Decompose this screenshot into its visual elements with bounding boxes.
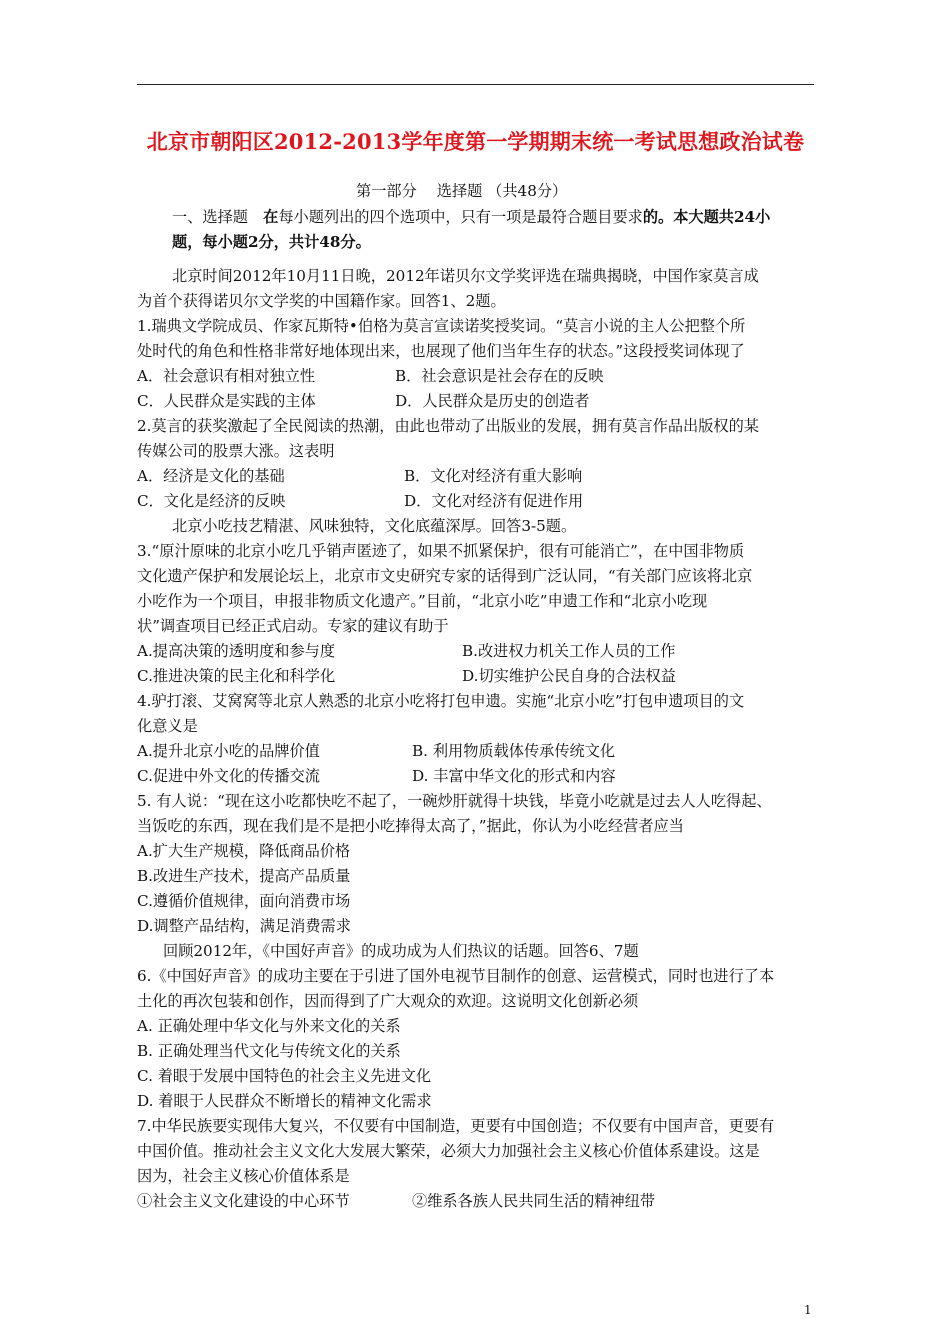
- question-2-option-c: C．文化是经济的反映: [137, 492, 286, 510]
- question-5-line: 5. 有人说：“现在这小吃都快吃不起了，一碗炒肝就得十块钱，毕竟小吃就是过去人人吃得起、: [137, 792, 772, 810]
- question-6-line: 6.《中国好声音》的成功主要在于引进了国外电视节目制作的创意、运营模式，同时也进行了本: [137, 967, 775, 985]
- instructions-lead: 一、选择题: [172, 208, 264, 226]
- question-3-option-b: B.改进权力机关工作人员的工作: [462, 642, 676, 660]
- question-3-line: 3.“原汁原味的北京小吃几乎销声匿迹了，如果不抓紧保护，很有可能消亡”，在中国非物质: [137, 542, 745, 560]
- question-7-line: 因为，社会主义核心价值体系是: [137, 1167, 350, 1185]
- question-6-option-d: D. 着眼于人民群众不断增长的精神文化需求: [137, 1092, 432, 1110]
- paragraph-line: 北京小吃技艺精湛、风味独特，文化底蕴深厚。回答3-5题。: [172, 517, 577, 535]
- part-header: 第一部分 选择题 （共48分）: [356, 182, 568, 200]
- question-3-line: 状”调查项目已经正式启动。专家的建议有助于: [137, 617, 449, 635]
- question-4-option-b: B. 利用物质载体传承传统文化: [412, 742, 616, 760]
- question-5-line: 当饭吃的东西，现在我们是不是把小吃捧得太高了，”据此，你认为小吃经营者应当: [137, 817, 684, 835]
- question-5-option-b: B.改进生产技术，提高产品质量: [137, 867, 351, 885]
- question-2-line: 传媒公司的股票大涨。这表明: [137, 442, 335, 460]
- header-rule: [137, 84, 814, 85]
- question-3-line: 文化遗产保护和发展论坛上，北京市文史研究专家的话得到广泛认同，“有关部门应该将北京: [137, 567, 753, 585]
- question-4-option-a: A.提升北京小吃的品牌价值: [137, 742, 320, 760]
- paragraph-line: 为首个获得诺贝尔文学奖的中国籍作家。回答1、2题。: [137, 292, 506, 310]
- question-1-option-d: D．人民群众是历史的创造者: [395, 392, 590, 410]
- question-1-line: 1.瑞典文学院成员、作家瓦斯特•伯格为莫言宣读诺奖授奖词。“莫言小说的主人公把整个所: [137, 317, 746, 335]
- question-6-option-a: A. 正确处理中华文化与外来文化的关系: [137, 1017, 401, 1035]
- question-6-option-b: B. 正确处理当代文化与传统文化的关系: [137, 1042, 401, 1060]
- question-1-option-a: A．社会意识有相对独立性: [137, 367, 316, 385]
- question-6-line: 土化的再次包装和创作，因而得到了广大观众的欢迎。这说明文化创新必须: [137, 992, 639, 1010]
- instructions-line-1: [172, 207, 770, 227]
- question-7-line: 7.中华民族要实现伟大复兴，不仅要有中国制造，更要有中国创造；不仅要有中国声音，更要有: [137, 1117, 775, 1135]
- question-5-option-a: A.扩大生产规模，降低商品价格: [137, 842, 351, 860]
- page-number: 1: [804, 1303, 812, 1317]
- instructions-text: 每小题列出的四个选项中，只有一项是最符合题目要求: [278, 208, 643, 226]
- instructions-bold-1: 在: [263, 208, 279, 226]
- paragraph-line: 北京时间2012年10月11日晚，2012年诺贝尔文学奖评选在瑞典揭晓，中国作家莫言成: [172, 267, 759, 285]
- question-3-line: 小吃作为一个项目，申报非物质文化遗产。”目前，“北京小吃”申遗工作和“北京小吃现: [137, 592, 708, 610]
- question-6-option-c: C. 着眼于发展中国特色的社会主义先进文化: [137, 1067, 432, 1085]
- question-4-option-c: C.促进中外文化的传播交流: [137, 767, 320, 785]
- question-1-line: 处时代的角色和性格非常好地体现出来，也展现了他们当年生存的状态。”这段授奖词体现了: [137, 342, 745, 360]
- question-5-option-d: D.调整产品结构，满足消费需求: [137, 917, 351, 935]
- exam-title: 北京市朝阳区2012-2013学年度第一学期期末统一考试思想政治试卷: [146, 129, 805, 154]
- question-2-line: 2.莫言的获奖激起了全民阅读的热潮，由此也带动了出版业的发展，拥有莫言作品出版权的某: [137, 417, 759, 435]
- question-1-option-b: B．社会意识是社会存在的反映: [395, 367, 604, 385]
- question-4-option-d: D. 丰富中华文化的形式和内容: [412, 767, 616, 785]
- question-2-option-b: B．文化对经济有重大影响: [404, 467, 583, 485]
- instructions-bold-2: 的。本大题共24小: [642, 208, 771, 226]
- question-5-option-c: C.遵循价值规律，面向消费市场: [137, 892, 351, 910]
- question-3-option-c: C.推进决策的民主化和科学化: [137, 667, 336, 685]
- question-2-option-d: D．文化对经济有促进作用: [404, 492, 584, 510]
- question-3-option-a: A.提高决策的透明度和参与度: [137, 642, 336, 660]
- question-2-option-a: A．经济是文化的基础: [137, 467, 285, 485]
- question-3-option-d: D.切实维护公民自身的合法权益: [462, 667, 676, 685]
- question-7-line: 中国价值。推动社会主义文化大发展大繁荣，必须大力加强社会主义核心价值体系建设。这是: [137, 1142, 760, 1160]
- question-4-line: 4.驴打滚、艾窝窝等北京人熟悉的北京小吃将打包申遗。实施“北京小吃”打包申遗项目的文: [137, 692, 745, 710]
- question-4-line: 化意义是: [137, 717, 198, 735]
- question-7-option-1: ①社会主义文化建设的中心环节: [137, 1192, 350, 1210]
- question-1-option-c: C．人民群众是实践的主体: [137, 392, 316, 410]
- instructions-line-2: 题，每小题2分，共计48分。: [172, 233, 371, 251]
- question-7-option-2: ②维系各族人民共同生活的精神纽带: [412, 1192, 655, 1210]
- paragraph-line: 回顾2012年，《中国好声音》的成功成为人们热议的话题。回答6、7题: [163, 942, 639, 960]
